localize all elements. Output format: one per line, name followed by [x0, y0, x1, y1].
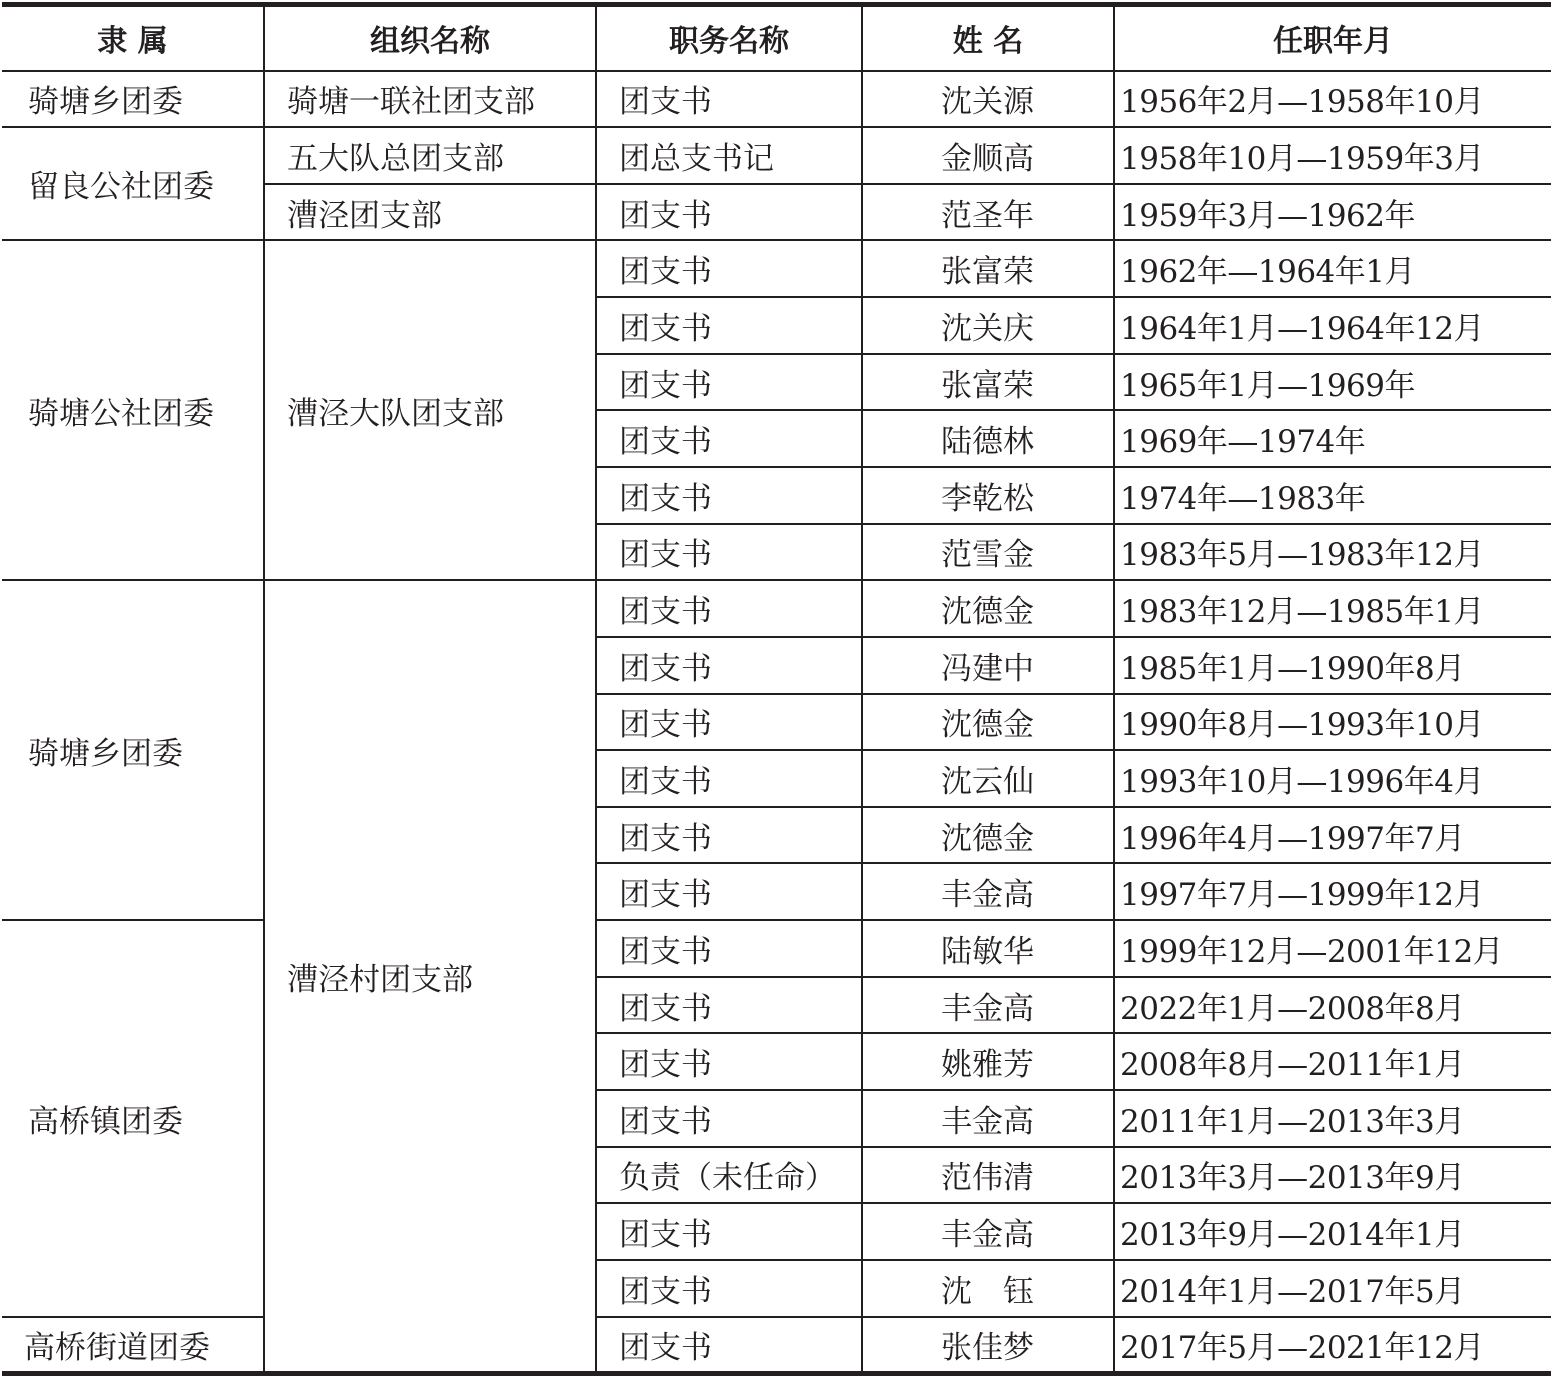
term-cell: 1964年1月—1964年12月: [1114, 297, 1551, 354]
position-cell: 团支书: [596, 1260, 862, 1317]
position-cell: 团支书: [596, 297, 862, 354]
table-row: [2, 1317, 1551, 1374]
term-cell: 1985年1月—1990年8月: [1114, 637, 1551, 694]
position-cell: 团支书: [596, 580, 862, 637]
league-secretary-table: [2, 2, 1551, 1376]
name-cell: 沈德金: [862, 580, 1114, 637]
position-cell: 团支书: [596, 977, 862, 1034]
name-cell: 张富荣: [862, 240, 1114, 297]
table-row: [2, 240, 1551, 297]
header-term: 任职年月: [1114, 5, 1551, 71]
position-cell: 团支书: [596, 354, 862, 411]
position-cell: 团支书: [596, 863, 862, 920]
table-row: [2, 580, 1551, 637]
header-name: 姓 名: [862, 5, 1114, 71]
name-cell: 李乾松: [862, 467, 1114, 524]
name-cell: 金顺高: [862, 127, 1114, 184]
table-row: [2, 71, 1551, 128]
term-cell: 1974年—1983年: [1114, 467, 1551, 524]
header-organization: 组织名称: [264, 5, 596, 71]
position-cell: 团支书: [596, 410, 862, 467]
name-cell: 张富荣: [862, 354, 1114, 411]
name-cell: 沈德金: [862, 807, 1114, 864]
affiliation-cell: 高桥镇团委: [2, 920, 264, 1316]
name-cell: 陆德林: [862, 410, 1114, 467]
term-cell: 1962年—1964年1月: [1114, 240, 1551, 297]
term-cell: 1996年4月—1997年7月: [1114, 807, 1551, 864]
term-cell: 1983年12月—1985年1月: [1114, 580, 1551, 637]
position-cell: 团支书: [596, 1203, 862, 1260]
position-cell: 团支书: [596, 1317, 862, 1374]
term-cell: 2013年3月—2013年9月: [1114, 1147, 1551, 1204]
header-row: [2, 5, 1551, 71]
term-cell: 2022年1月—2008年8月: [1114, 977, 1551, 1034]
position-cell: 团支书: [596, 184, 862, 241]
organization-cell: 骑塘一联社团支部: [264, 71, 596, 128]
term-cell: 1958年10月—1959年3月: [1114, 127, 1551, 184]
table-row: [2, 920, 1551, 977]
term-cell: 2013年9月—2014年1月: [1114, 1203, 1551, 1260]
name-cell: 沈云仙: [862, 750, 1114, 807]
name-cell: 范伟清: [862, 1147, 1114, 1204]
term-cell: 1993年10月—1996年4月: [1114, 750, 1551, 807]
organization-cell: 漕泾团支部: [264, 184, 596, 241]
term-cell: 1999年12月—2001年12月: [1114, 920, 1551, 977]
name-cell: 范圣年: [862, 184, 1114, 241]
name-cell: 丰金高: [862, 863, 1114, 920]
table-row: [2, 127, 1551, 184]
name-cell: 丰金高: [862, 1203, 1114, 1260]
organization-cell: 漕泾大队团支部: [264, 240, 596, 580]
position-cell: 团支书: [596, 524, 862, 581]
name-cell: 丰金高: [862, 1090, 1114, 1147]
term-cell: 1990年8月—1993年10月: [1114, 694, 1551, 751]
position-cell: 团支书: [596, 1090, 862, 1147]
position-cell: 团总支书记: [596, 127, 862, 184]
name-cell: 丰金高: [862, 977, 1114, 1034]
term-cell: 1956年2月—1958年10月: [1114, 71, 1551, 128]
affiliation-cell: 骑塘公社团委: [2, 240, 264, 580]
position-cell: 团支书: [596, 1033, 862, 1090]
affiliation-cell: 骑塘乡团委: [2, 580, 264, 920]
name-cell: 陆敏华: [862, 920, 1114, 977]
affiliation-cell: 高桥街道团委: [2, 1317, 264, 1374]
name-cell: 沈德金: [862, 694, 1114, 751]
affiliation-cell: 骑塘乡团委: [2, 71, 264, 128]
affiliation-cell: 留良公社团委: [2, 127, 264, 240]
header-affiliation: 隶 属: [2, 5, 264, 71]
name-cell: 沈关庆: [862, 297, 1114, 354]
position-cell: 团支书: [596, 807, 862, 864]
name-cell: 张佳梦: [862, 1317, 1114, 1374]
term-cell: 2008年8月—2011年1月: [1114, 1033, 1551, 1090]
position-cell: 团支书: [596, 467, 862, 524]
header-position: 职务名称: [596, 5, 862, 71]
name-cell: 姚雅芳: [862, 1033, 1114, 1090]
position-cell: 团支书: [596, 637, 862, 694]
position-cell: 团支书: [596, 920, 862, 977]
position-cell: 团支书: [596, 240, 862, 297]
organization-cell: 漕泾村团支部: [264, 580, 596, 1373]
name-cell: 范雪金: [862, 524, 1114, 581]
position-cell: 团支书: [596, 71, 862, 128]
term-cell: 1997年7月—1999年12月: [1114, 863, 1551, 920]
organization-cell: 五大队总团支部: [264, 127, 596, 184]
name-cell: 沈 钰: [862, 1260, 1114, 1317]
term-cell: 2011年1月—2013年3月: [1114, 1090, 1551, 1147]
term-cell: 1983年5月—1983年12月: [1114, 524, 1551, 581]
term-cell: 1969年—1974年: [1114, 410, 1551, 467]
position-cell: 团支书: [596, 694, 862, 751]
term-cell: 1959年3月—1962年: [1114, 184, 1551, 241]
term-cell: 2017年5月—2021年12月: [1114, 1317, 1551, 1374]
position-cell: 团支书: [596, 750, 862, 807]
term-cell: 2014年1月—2017年5月: [1114, 1260, 1551, 1317]
name-cell: 沈关源: [862, 71, 1114, 128]
term-cell: 1965年1月—1969年: [1114, 354, 1551, 411]
name-cell: 冯建中: [862, 637, 1114, 694]
position-cell: 负责（未任命）: [596, 1147, 862, 1204]
